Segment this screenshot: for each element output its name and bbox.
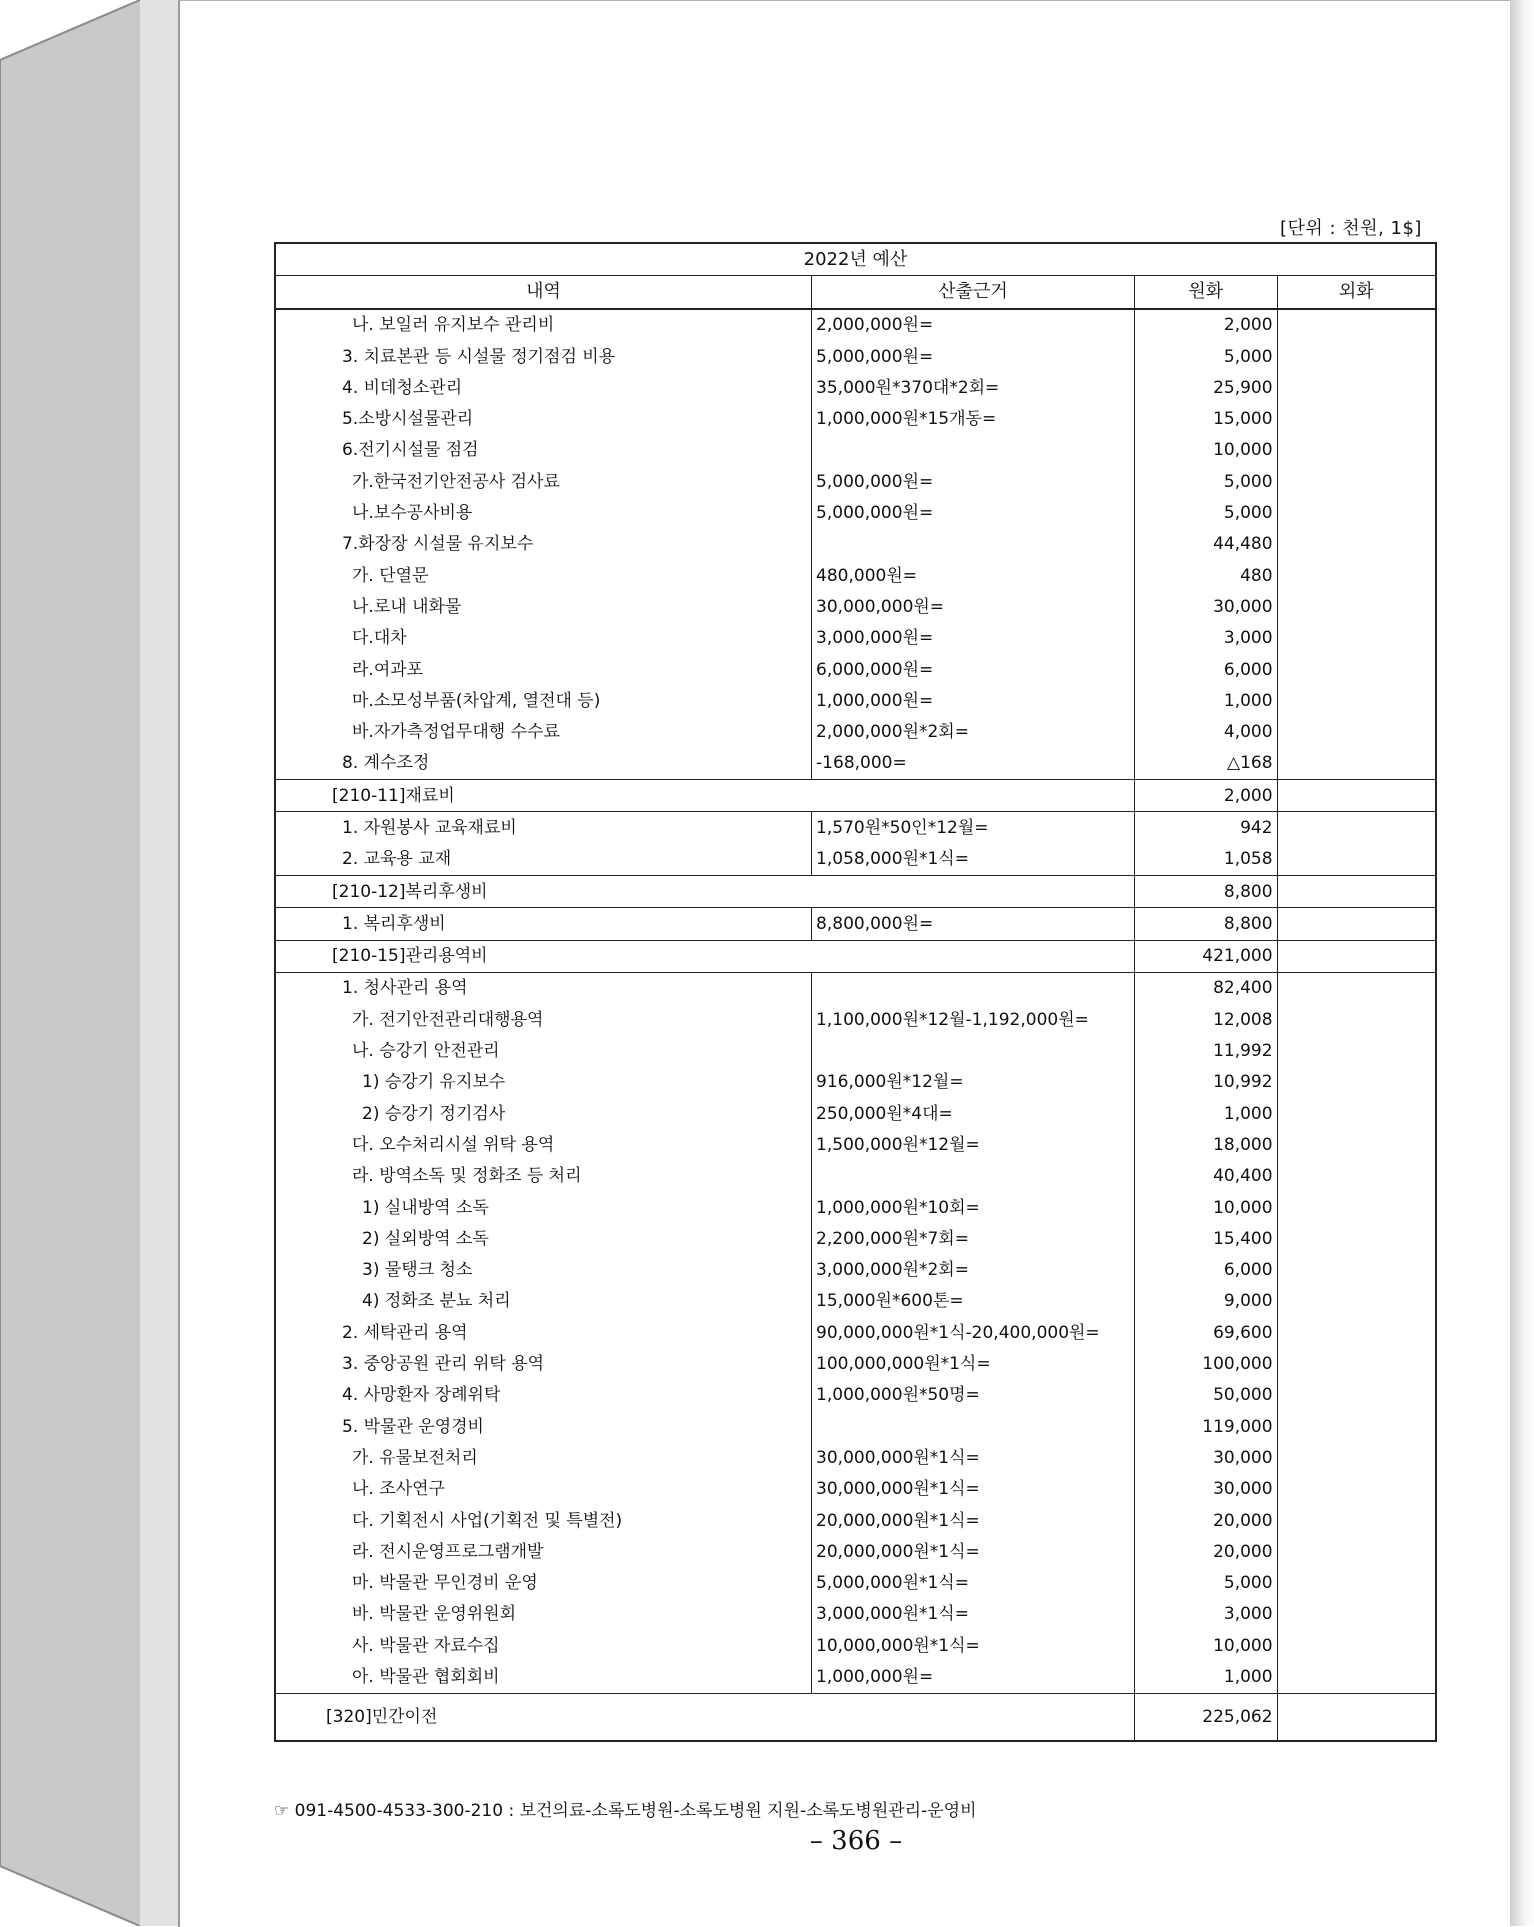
row-foreign	[1277, 372, 1436, 403]
row-won: 69,600	[1134, 1317, 1277, 1348]
row-desc: 2) 승강기 정기검사	[275, 1098, 812, 1129]
row-desc: 1. 자원봉사 교육재료비	[275, 812, 812, 844]
row-foreign	[1277, 341, 1436, 372]
row-foreign	[1277, 1380, 1436, 1411]
row-won: 30,000	[1134, 591, 1277, 622]
row-foreign	[1277, 1536, 1436, 1567]
table-row	[275, 1380, 1436, 1411]
row-won: 3,000	[1134, 1599, 1277, 1630]
table-row	[275, 435, 1436, 466]
row-won: 30,000	[1134, 1474, 1277, 1505]
row-desc: [210-12]복리후생비	[275, 875, 1134, 907]
table-row	[275, 1067, 1436, 1098]
row-basis: 3,000,000원=	[812, 623, 1135, 654]
row-desc: 나.보수공사비용	[275, 497, 812, 528]
row-won: 18,000	[1134, 1129, 1277, 1160]
table-row	[275, 844, 1436, 876]
row-won: 10,000	[1134, 435, 1277, 466]
header-foreign: 외화	[1277, 276, 1436, 309]
row-desc: 아. 박물관 협회회비	[275, 1661, 812, 1693]
row-basis: 1,500,000원*12월=	[812, 1129, 1135, 1160]
row-foreign	[1277, 435, 1436, 466]
row-foreign	[1277, 1505, 1436, 1536]
row-foreign	[1277, 1192, 1436, 1223]
table-row	[275, 466, 1436, 497]
row-basis	[812, 972, 1135, 1004]
row-won: 40,400	[1134, 1161, 1277, 1192]
table-row	[275, 341, 1436, 372]
row-desc: 5.소방시설물관리	[275, 403, 812, 434]
table-row	[275, 309, 1436, 341]
table-row	[275, 372, 1436, 403]
row-basis	[812, 1411, 1135, 1442]
row-won: 3,000	[1134, 623, 1277, 654]
row-foreign	[1277, 1067, 1436, 1098]
table-row	[275, 560, 1436, 591]
row-basis: 2,000,000원=	[812, 309, 1135, 341]
row-desc: 6.전기시설물 점검	[275, 435, 812, 466]
row-won: 1,000	[1134, 1098, 1277, 1129]
row-foreign	[1277, 1098, 1436, 1129]
row-desc: 라. 방역소독 및 정화조 등 처리	[275, 1161, 812, 1192]
row-desc: 2. 세탁관리 용역	[275, 1317, 812, 1348]
row-foreign	[1277, 908, 1436, 940]
row-basis: 5,000,000원=	[812, 341, 1135, 372]
row-basis: 2,200,000원*7회=	[812, 1223, 1135, 1254]
row-basis: 5,000,000원=	[812, 497, 1135, 528]
row-basis: 90,000,000원*1식-20,400,000원=	[812, 1317, 1135, 1348]
row-foreign	[1277, 812, 1436, 844]
row-won: 82,400	[1134, 972, 1277, 1004]
section-row	[275, 780, 1436, 812]
row-desc: 가.한국전기안전공사 검사료	[275, 466, 812, 497]
row-desc: 8. 계수조정	[275, 748, 812, 780]
row-won: △168	[1134, 748, 1277, 780]
row-desc: 라.여과포	[275, 654, 812, 685]
table-row	[275, 497, 1436, 528]
row-basis: 2,000,000원*2회=	[812, 716, 1135, 747]
row-desc: 4. 비데청소관리	[275, 372, 812, 403]
row-basis: 480,000원=	[812, 560, 1135, 591]
row-desc: 7.화장장 시설물 유지보수	[275, 529, 812, 560]
table-row	[275, 1317, 1436, 1348]
table-row	[275, 908, 1436, 940]
row-desc: 바.자가측정업무대행 수수료	[275, 716, 812, 747]
row-desc: [210-15]관리용역비	[275, 940, 1134, 972]
row-won: 5,000	[1134, 1567, 1277, 1598]
row-basis: 20,000,000원*1식=	[812, 1505, 1135, 1536]
row-basis: 5,000,000원=	[812, 466, 1135, 497]
row-desc: 1) 실내방역 소독	[275, 1192, 812, 1223]
row-basis: 1,000,000원*50명=	[812, 1380, 1135, 1411]
row-foreign	[1277, 497, 1436, 528]
row-desc: 2. 교육용 교재	[275, 844, 812, 876]
row-foreign	[1277, 529, 1436, 560]
row-foreign	[1277, 466, 1436, 497]
row-foreign	[1277, 1599, 1436, 1630]
row-won: 25,900	[1134, 372, 1277, 403]
row-desc: 사. 박물관 자료수집	[275, 1630, 812, 1661]
row-basis	[812, 529, 1135, 560]
row-foreign	[1277, 716, 1436, 747]
row-desc: 나. 조사연구	[275, 1474, 812, 1505]
row-desc: 1) 승강기 유지보수	[275, 1067, 812, 1098]
table-row	[275, 654, 1436, 685]
row-foreign	[1277, 685, 1436, 716]
row-basis	[812, 1161, 1135, 1192]
row-basis: 8,800,000원=	[812, 908, 1135, 940]
row-won: 50,000	[1134, 1380, 1277, 1411]
account-code-note: ☞ 091-4500-4533-300-210 : 보건의료-소록도병원-소록도병원 지원-소록도병원관리-운영비	[274, 1801, 977, 1821]
table-row	[275, 1536, 1436, 1567]
row-desc: 마.소모성부품(차압계, 열전대 등)	[275, 685, 812, 716]
table-row	[275, 1599, 1436, 1630]
table-row	[275, 1286, 1436, 1317]
row-foreign	[1277, 403, 1436, 434]
row-foreign	[1277, 1348, 1436, 1379]
row-foreign	[1277, 780, 1436, 812]
row-desc: 다.대차	[275, 623, 812, 654]
row-foreign	[1277, 1630, 1436, 1661]
row-desc: 가. 전기안전관리대행용역	[275, 1004, 812, 1035]
table-row	[275, 1411, 1436, 1442]
table-row	[275, 748, 1436, 780]
table-row	[275, 1098, 1436, 1129]
row-foreign	[1277, 875, 1436, 907]
row-basis: -168,000=	[812, 748, 1135, 780]
unit-label: [단위 : 천원, 1$]	[1280, 218, 1422, 239]
row-basis: 35,000원*370대*2회=	[812, 372, 1135, 403]
row-foreign	[1277, 591, 1436, 622]
row-desc: 다. 기획전시 사업(기획전 및 특별전)	[275, 1505, 812, 1536]
row-basis: 30,000,000원=	[812, 591, 1135, 622]
page-edge-shadow	[1510, 0, 1534, 1926]
row-won: 9,000	[1134, 1286, 1277, 1317]
page-number: – 366 –	[809, 1826, 903, 1856]
row-desc: 다. 오수처리시설 위탁 용역	[275, 1129, 812, 1160]
row-won: 8,800	[1134, 908, 1277, 940]
row-basis: 5,000,000원*1식=	[812, 1567, 1135, 1598]
row-desc: 1. 청사관리 용역	[275, 972, 812, 1004]
row-won: 8,800	[1134, 875, 1277, 907]
row-won: 10,000	[1134, 1630, 1277, 1661]
row-foreign	[1277, 748, 1436, 780]
row-desc: 1. 복리후생비	[275, 908, 812, 940]
row-won: 119,000	[1134, 1411, 1277, 1442]
row-basis: 1,000,000원*15개동=	[812, 403, 1135, 434]
row-foreign	[1277, 1286, 1436, 1317]
table-row	[275, 1474, 1436, 1505]
row-desc: 라. 전시운영프로그램개발	[275, 1536, 812, 1567]
row-won: 10,992	[1134, 1067, 1277, 1098]
row-foreign	[1277, 1442, 1436, 1473]
row-foreign	[1277, 940, 1436, 972]
table-row	[275, 1661, 1436, 1693]
row-basis: 6,000,000원=	[812, 654, 1135, 685]
row-basis: 1,000,000원=	[812, 1661, 1135, 1693]
row-desc: 4. 사망환자 장례위탁	[275, 1380, 812, 1411]
row-foreign	[1277, 1255, 1436, 1286]
row-desc: 5. 박물관 운영경비	[275, 1411, 812, 1442]
section-row	[275, 1693, 1436, 1741]
row-won: 1,000	[1134, 685, 1277, 716]
row-foreign	[1277, 1004, 1436, 1035]
row-basis	[812, 435, 1135, 466]
row-foreign	[1277, 309, 1436, 341]
row-basis: 1,000,000원=	[812, 685, 1135, 716]
row-desc: 바. 박물관 운영위원회	[275, 1599, 812, 1630]
row-desc: 4) 정화조 분뇨 처리	[275, 1286, 812, 1317]
table-row	[275, 1348, 1436, 1379]
row-won: 225,062	[1134, 1693, 1277, 1741]
row-foreign	[1277, 1474, 1436, 1505]
row-basis: 3,000,000원*1식=	[812, 1599, 1135, 1630]
row-foreign	[1277, 1693, 1436, 1741]
row-desc: 3) 물탱크 청소	[275, 1255, 812, 1286]
row-desc: 2) 실외방역 소독	[275, 1223, 812, 1254]
row-won: 2,000	[1134, 309, 1277, 341]
row-won: 44,480	[1134, 529, 1277, 560]
row-basis: 100,000,000원*1식=	[812, 1348, 1135, 1379]
table-row	[275, 1161, 1436, 1192]
row-foreign	[1277, 623, 1436, 654]
table-row	[275, 685, 1436, 716]
row-won: 1,058	[1134, 844, 1277, 876]
header-won: 원화	[1134, 276, 1277, 309]
row-foreign	[1277, 1129, 1436, 1160]
table-row	[275, 1192, 1436, 1223]
table-row	[275, 972, 1436, 1004]
row-won: 421,000	[1134, 940, 1277, 972]
row-won: 11,992	[1134, 1035, 1277, 1066]
row-basis: 30,000,000원*1식=	[812, 1474, 1135, 1505]
row-won: 5,000	[1134, 466, 1277, 497]
header-basis: 산출근거	[812, 276, 1135, 309]
row-desc: 나. 승강기 안전관리	[275, 1035, 812, 1066]
table-row	[275, 1630, 1436, 1661]
row-basis: 1,058,000원*1식=	[812, 844, 1135, 876]
row-won: 6,000	[1134, 1255, 1277, 1286]
row-foreign	[1277, 1317, 1436, 1348]
table-row	[275, 529, 1436, 560]
row-basis	[812, 1035, 1135, 1066]
row-won: 5,000	[1134, 497, 1277, 528]
budget-table	[274, 242, 1437, 1742]
row-won: 12,008	[1134, 1004, 1277, 1035]
row-foreign	[1277, 1411, 1436, 1442]
table-row	[275, 1442, 1436, 1473]
row-desc: 마. 박물관 무인경비 운영	[275, 1567, 812, 1598]
row-basis: 15,000원*600톤=	[812, 1286, 1135, 1317]
row-desc: [210-11]재료비	[275, 780, 1134, 812]
book-spine	[0, 0, 180, 1926]
row-desc: 3. 중앙공원 관리 위탁 용역	[275, 1348, 812, 1379]
row-basis: 916,000원*12월=	[812, 1067, 1135, 1098]
row-won: 480	[1134, 560, 1277, 591]
table-row	[275, 1129, 1436, 1160]
table-row	[275, 1255, 1436, 1286]
table-row	[275, 1505, 1436, 1536]
row-basis: 1,000,000원*10회=	[812, 1192, 1135, 1223]
row-won: 5,000	[1134, 341, 1277, 372]
row-foreign	[1277, 654, 1436, 685]
row-desc: 가. 단열문	[275, 560, 812, 591]
row-won: 1,000	[1134, 1661, 1277, 1693]
table-row	[275, 1035, 1436, 1066]
row-foreign	[1277, 1161, 1436, 1192]
row-basis: 30,000,000원*1식=	[812, 1442, 1135, 1473]
row-won: 20,000	[1134, 1505, 1277, 1536]
row-won: 6,000	[1134, 654, 1277, 685]
row-won: 10,000	[1134, 1192, 1277, 1223]
table-row	[275, 623, 1436, 654]
row-won: 100,000	[1134, 1348, 1277, 1379]
row-basis: 3,000,000원*2회=	[812, 1255, 1135, 1286]
row-foreign	[1277, 1035, 1436, 1066]
table-title: 2022년 예산	[275, 243, 1436, 276]
section-row	[275, 940, 1436, 972]
row-basis: 1,570원*50인*12월=	[812, 812, 1135, 844]
row-desc: 나.로내 내화물	[275, 591, 812, 622]
row-won: 2,000	[1134, 780, 1277, 812]
row-won: 20,000	[1134, 1536, 1277, 1567]
row-won: 15,000	[1134, 403, 1277, 434]
row-desc: 나. 보일러 유지보수 관리비	[275, 309, 812, 341]
table-row	[275, 716, 1436, 747]
row-won: 30,000	[1134, 1442, 1277, 1473]
table-body	[275, 309, 1436, 1741]
row-foreign	[1277, 972, 1436, 1004]
header-desc: 내역	[275, 276, 812, 309]
row-basis: 250,000원*4대=	[812, 1098, 1135, 1129]
row-foreign	[1277, 1223, 1436, 1254]
table-row	[275, 591, 1436, 622]
row-foreign	[1277, 844, 1436, 876]
row-won: 942	[1134, 812, 1277, 844]
row-foreign	[1277, 1567, 1436, 1598]
table-row	[275, 403, 1436, 434]
row-basis: 20,000,000원*1식=	[812, 1536, 1135, 1567]
row-desc: 3. 치료본관 등 시설물 정기점검 비용	[275, 341, 812, 372]
row-won: 4,000	[1134, 716, 1277, 747]
row-foreign	[1277, 1661, 1436, 1693]
row-basis: 10,000,000원*1식=	[812, 1630, 1135, 1661]
row-basis: 1,100,000원*12월-1,192,000원=	[812, 1004, 1135, 1035]
row-desc: [320]민간이전	[275, 1693, 1134, 1741]
section-row	[275, 875, 1436, 907]
table-row	[275, 1004, 1436, 1035]
table-row	[275, 1567, 1436, 1598]
table-row	[275, 812, 1436, 844]
row-won: 15,400	[1134, 1223, 1277, 1254]
table-row	[275, 1223, 1436, 1254]
row-foreign	[1277, 560, 1436, 591]
row-desc: 가. 유물보전처리	[275, 1442, 812, 1473]
